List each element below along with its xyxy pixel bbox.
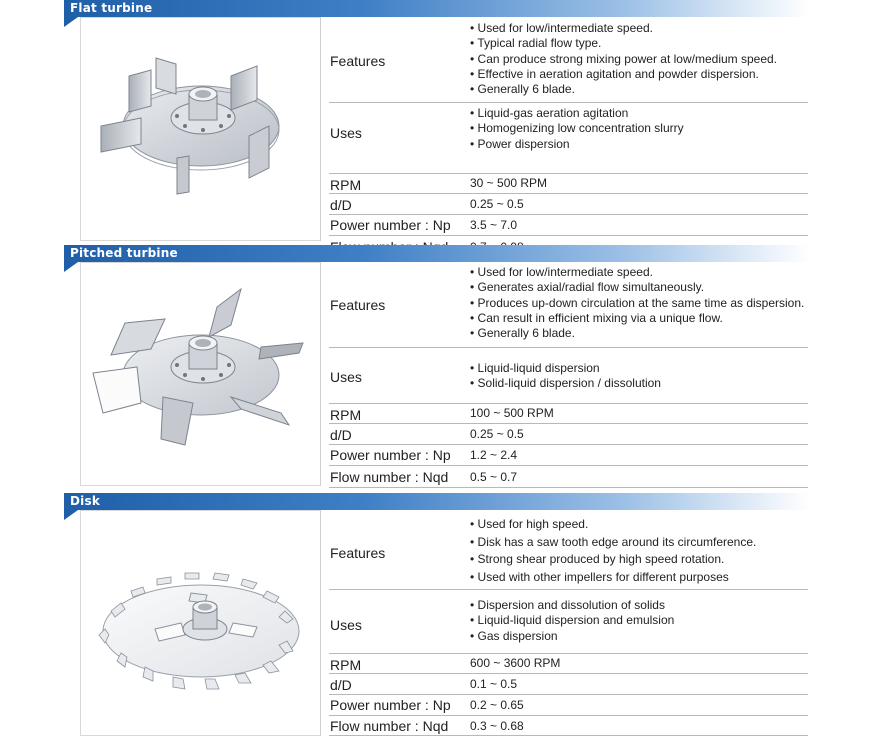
spec-table	[329, 262, 808, 486]
pitched-turbine-illustration	[81, 263, 320, 485]
section-disk	[0, 493, 870, 739]
flow-number-label: Flow number : Nqd	[330, 718, 449, 734]
power-number-label: Power number : Np	[330, 447, 451, 463]
flat-turbine-illustration	[81, 18, 320, 240]
dd-row	[329, 194, 808, 215]
dd-row	[329, 674, 808, 695]
features-label: Features	[330, 53, 386, 69]
features-label: Features	[330, 297, 386, 313]
rpm-row	[329, 404, 808, 424]
flat-turbine-image	[80, 17, 321, 241]
rpm-value: 100 ~ 500 RPM	[470, 406, 554, 420]
feature-item: • Typical radial flow type.	[470, 36, 602, 51]
rpm-value: 600 ~ 3600 RPM	[470, 656, 561, 670]
column-divider	[320, 17, 321, 241]
features-row	[329, 17, 808, 103]
rpm-label: RPM	[330, 657, 362, 673]
section-flat-turbine	[0, 0, 870, 245]
flow-number-row	[329, 716, 808, 736]
pitched-turbine-image	[80, 262, 321, 486]
power-number-row	[329, 445, 808, 466]
uses-list	[470, 598, 674, 644]
uses-row	[329, 590, 808, 654]
feature-item: • Generally 6 blade.	[470, 326, 575, 341]
feature-item: • Can produce strong mixing power at low/medium speed.	[470, 51, 778, 66]
feature-item: • Disk has a saw tooth edge around its circumference.	[470, 534, 757, 549]
use-item: • Solid-liquid dispersion / dissolution	[470, 376, 661, 391]
feature-item: • Strong shear produced by high speed rotation.	[470, 552, 725, 566]
dd-value: 0.1 ~ 0.5	[470, 677, 518, 691]
rpm-label: RPM	[330, 177, 362, 193]
features-row	[329, 510, 808, 590]
use-item: • Dispersion and dissolution of solids	[470, 598, 665, 612]
dd-value: 0.25 ~ 0.5	[470, 197, 524, 211]
feature-item: • Used for low/intermediate speed.	[470, 265, 653, 279]
use-item: • Power dispersion	[470, 136, 570, 151]
power-number-value: 3.5 ~ 7.0	[470, 218, 518, 232]
section-tab-marker	[64, 262, 78, 272]
power-number-row	[329, 695, 808, 716]
dd-row	[329, 424, 808, 445]
disk-image	[80, 510, 321, 736]
feature-item: • Used for high speed.	[470, 517, 589, 531]
use-item: • Liquid-gas aeration agitation	[470, 106, 629, 120]
section-pitched-turbine	[0, 245, 870, 493]
rpm-row	[329, 654, 808, 674]
power-number-row	[329, 215, 808, 236]
feature-item: • Generally 6 blade.	[470, 82, 575, 97]
flow-number-row	[329, 466, 808, 488]
section-header	[64, 0, 810, 17]
section-header	[64, 245, 810, 262]
dd-label: d/D	[330, 197, 352, 213]
feature-item: • Generates axial/radial flow simultaneously.	[470, 280, 705, 295]
dd-label: d/D	[330, 677, 352, 693]
uses-row	[329, 348, 808, 404]
features-label: Features	[330, 545, 386, 561]
rpm-label: RPM	[330, 407, 362, 423]
feature-item: • Produces up-down circulation at the same time as dispersion.	[470, 295, 805, 310]
dd-value: 0.25 ~ 0.5	[470, 427, 524, 441]
use-item: • Liquid-liquid dispersion	[470, 361, 600, 375]
uses-row	[329, 103, 808, 174]
feature-item: • Effective in aeration agitation and powder dispersion.	[470, 66, 759, 81]
section-title: Disk	[70, 494, 100, 508]
dd-label: d/D	[330, 427, 352, 443]
features-list	[470, 516, 756, 586]
feature-item: • Used for low/intermediate speed.	[470, 21, 653, 35]
spec-table	[329, 17, 808, 241]
disk-impeller-illustration	[81, 511, 320, 735]
power-number-label: Power number : Np	[330, 217, 451, 233]
uses-list	[470, 361, 661, 392]
section-title: Flat turbine	[70, 1, 153, 15]
rpm-row	[329, 174, 808, 194]
section-header	[64, 493, 810, 510]
flow-number-value: 0.5 ~ 0.7	[470, 470, 518, 484]
flow-number-value: 0.3 ~ 0.68	[470, 719, 524, 733]
features-list	[470, 265, 804, 341]
use-item: • Liquid-liquid dispersion and emulsion	[470, 613, 675, 628]
uses-label: Uses	[330, 617, 362, 633]
spec-table	[329, 510, 808, 736]
column-divider	[320, 262, 321, 486]
uses-list	[470, 106, 684, 152]
power-number-label: Power number : Np	[330, 697, 451, 713]
section-title: Pitched turbine	[70, 246, 178, 260]
use-item: • Homogenizing low concentration slurry	[470, 121, 684, 136]
flow-number-label: Flow number : Nqd	[330, 469, 449, 485]
features-row	[329, 262, 808, 348]
power-number-value: 1.2 ~ 2.4	[470, 448, 518, 462]
feature-item: • Can result in efficient mixing via a unique flow.	[470, 310, 723, 325]
section-tab-marker	[64, 17, 78, 27]
rpm-value: 30 ~ 500 RPM	[470, 176, 548, 190]
feature-item: • Used with other impellers for different purposes	[470, 569, 729, 584]
uses-label: Uses	[330, 125, 362, 141]
features-list	[470, 21, 777, 97]
use-item: • Gas dispersion	[470, 628, 558, 643]
power-number-value: 0.2 ~ 0.65	[470, 698, 524, 712]
section-tab-marker	[64, 510, 78, 520]
column-divider	[320, 510, 321, 736]
uses-label: Uses	[330, 369, 362, 385]
